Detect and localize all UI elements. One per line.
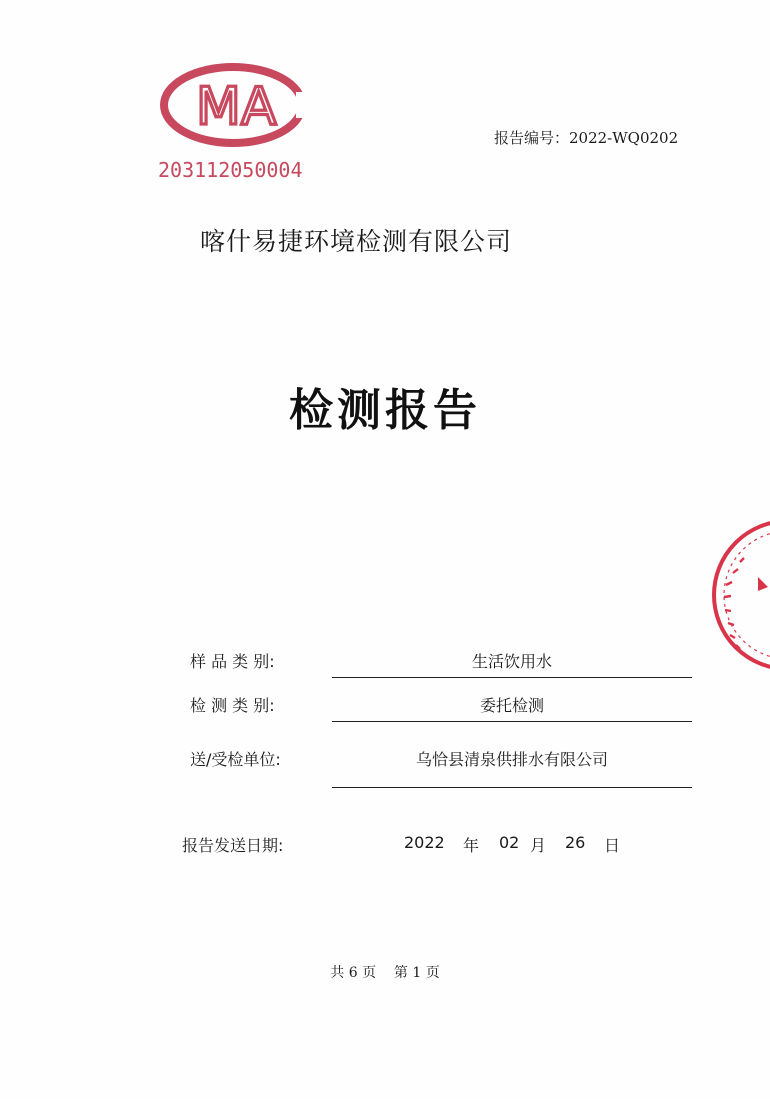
cma-seal-letters: MA <box>196 77 277 137</box>
test-category-underline <box>332 721 692 722</box>
cma-seal-number: 203112050004 <box>158 158 303 182</box>
client-unit-label: 送/受检单位: <box>190 750 281 769</box>
page-current: 第 1 页 <box>393 965 440 981</box>
sample-category-value: 生活饮用水 <box>471 652 552 671</box>
company-name: 喀什易捷环境检测有限公司 <box>200 227 513 256</box>
test-category-value: 委托检测 <box>479 696 544 715</box>
document-title: 检测报告 <box>289 385 481 436</box>
company-stamp-partial <box>706 515 770 675</box>
cma-seal-logo <box>158 62 308 148</box>
page-footer <box>0 962 770 982</box>
sample-category-underline <box>332 677 692 678</box>
report-number: 报告编号：2022-WQ0202 <box>494 129 679 147</box>
sample-category-label: 样 品 类 别: <box>190 652 275 671</box>
report-date-month: 02 <box>499 833 520 852</box>
client-unit-underline <box>332 787 692 788</box>
page-total: 共 6 页 <box>330 965 377 981</box>
report-date-day: 26 <box>565 833 586 852</box>
report-date-year: 2022 <box>404 833 445 852</box>
test-category-label: 检 测 类 别: <box>190 696 275 715</box>
report-date-label: 报告发送日期: <box>182 836 284 855</box>
report-date-day-unit: 日 <box>604 836 621 855</box>
client-unit-value: 乌恰县清泉供排水有限公司 <box>415 750 608 769</box>
report-date-month-unit: 月 <box>530 836 547 855</box>
report-date-year-unit: 年 <box>463 836 480 855</box>
